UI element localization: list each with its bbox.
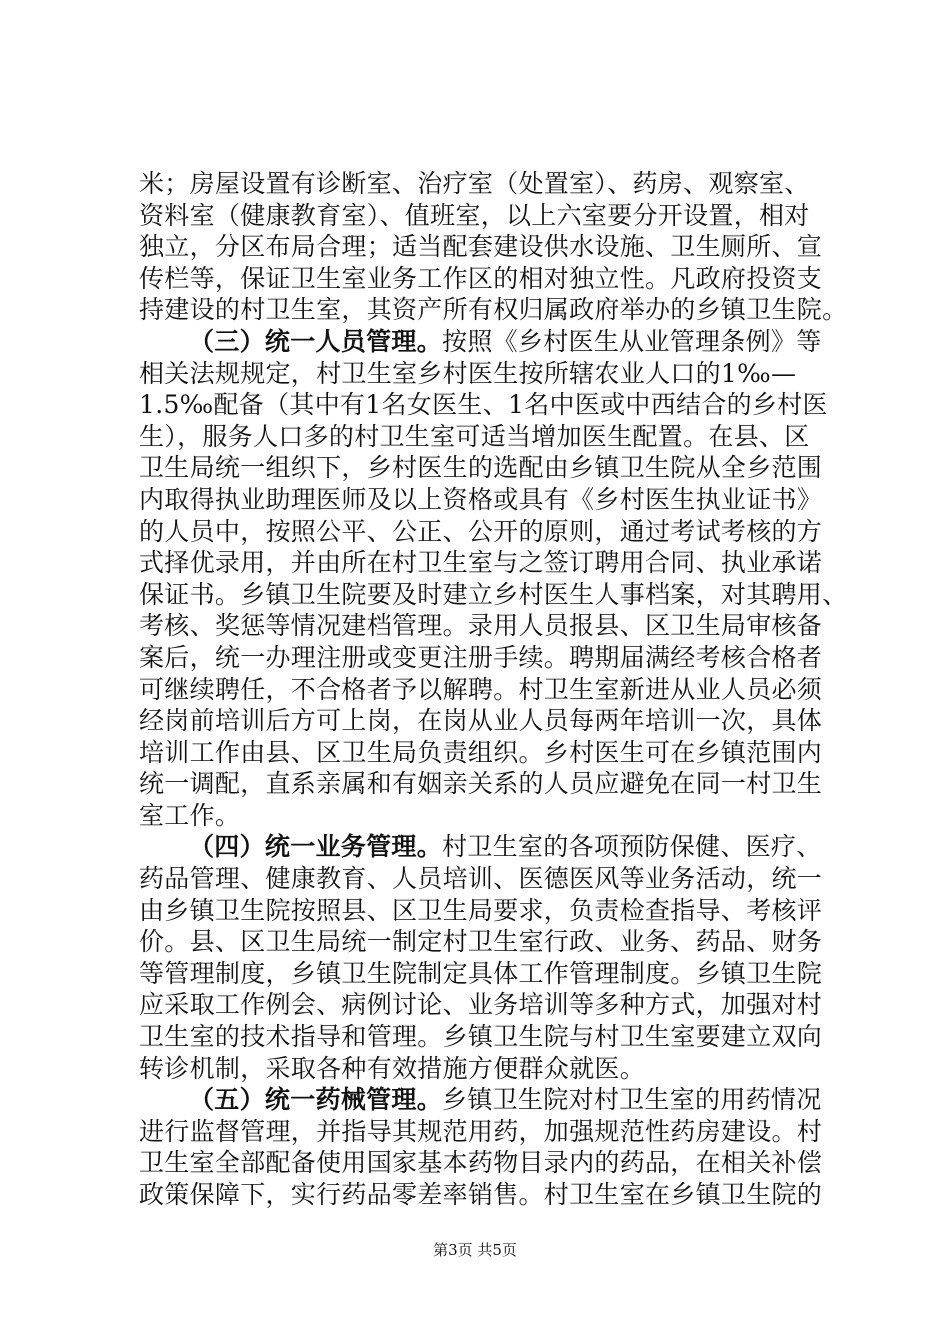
text-line: 案后，统一办理注册或变更注册手续。聘期届满经考核合格者 (139, 642, 823, 672)
text-line: 卫生局统一组织下，乡村医生的选配由乡镇卫生院从全乡范围 (139, 453, 823, 483)
text-line: 进行监督管理，并指导其规范用药，加强规范性药房建设。村 (139, 1116, 823, 1146)
text-line: 统一调配，直系亲属和有姻亲关系的人员应避免在同一村卫生 (139, 769, 823, 799)
text-line: 米；房屋设置有诊断室、治疗室（处置室）、药房、观察室、 (139, 169, 810, 198)
text-line: 1.5‰配备（其中有1名女医生、1名中医或中西结合的乡村医 (139, 390, 828, 420)
text-line: 内取得执业助理医师及以上资格或具有《乡村医生执业证书》 (139, 484, 823, 514)
text-line: 卫生室全部配备使用国家基本药物目录内的药品，在相关补偿 (139, 1148, 823, 1178)
text-line: 应采取工作例会、病例讨论、业务培训等多种方式，加强对村 (139, 990, 823, 1020)
text-line: 资料室（健康教育室）、值班室，以上六室要分开设置，相对 (139, 200, 810, 230)
text-line: 独立，分区布局合理；适当配套建设供水设施、卫生厕所、宣 (139, 232, 823, 262)
page-number-footer: 第3页 共5页 (433, 1241, 517, 1259)
text-line: 培训工作由县、区卫生局负责组织。乡村医生可在乡镇范围内 (139, 737, 823, 767)
text-line: 生），服务人口多的村卫生室可适当增加医生配置。在县、区 (139, 421, 810, 451)
text-line: 室工作。 (139, 800, 241, 830)
section-personnel-management (139, 326, 848, 832)
text-line: 传栏等，保证卫生室业务工作区的相对独立性。凡政府投资支 (139, 263, 823, 293)
text-line: 相关法规规定，村卫生室乡村医生按所辖农业人口的1‰— (139, 358, 797, 388)
text-line: 药品管理、健康教育、人员培训、医德医风等业务活动，统一 (139, 864, 823, 894)
section-first-line-text: 村卫生室的各项预防保健、医疗、 (442, 832, 822, 862)
text-line: 转诊机制，采取各种有效措施方便群众就医。 (139, 1053, 646, 1083)
text-line: 考核、奖惩等情况建档管理。录用人员报县、区卫生局审核备 (139, 611, 823, 641)
text-line: 等管理制度，乡镇卫生院制定具体工作管理制度。乡镇卫生院 (139, 958, 823, 988)
section-business-management (139, 831, 829, 1084)
text-line: 的人员中，按照公平、公正、公开的原则，通过考试考核的方 (139, 516, 823, 546)
section-first-line-text: 按照《乡村医生从业管理条例》等 (442, 326, 822, 356)
text-line: 经岗前培训后方可上岗，在岗从业人员每两年培训一次，具体 (139, 706, 823, 736)
text-line: 保证书。乡镇卫生院要及时建立乡村医生人事档案，对其聘用、 (139, 579, 848, 609)
text-line: 式择优录用，并由所在村卫生室与之签订聘用合同、执业承诺 (139, 548, 823, 578)
text-line: 卫生室的技术指导和管理。乡镇卫生院与村卫生室要建立双向 (139, 1022, 823, 1052)
text-line: 持建设的村卫生室，其资产所有权归属政府举办的乡镇卫生院。 (139, 295, 848, 325)
section-heading: （三）统一人员管理。 (189, 326, 443, 356)
section-heading: （五）统一药械管理。 (189, 1085, 443, 1115)
section-drug-management (139, 1084, 829, 1210)
section-first-line (139, 326, 829, 358)
document-body (139, 168, 848, 1211)
section-first-line-text: 乡镇卫生院对村卫生室的用药情况 (442, 1085, 822, 1115)
paragraph-facilities (139, 168, 848, 326)
text-line: 可继续聘任，不合格者予以解聘。村卫生室新进从业人员必须 (139, 674, 823, 704)
section-first-line (139, 1084, 829, 1116)
text-line: 政策保障下，实行药品零差率销售。村卫生室在乡镇卫生院的 (139, 1180, 823, 1209)
section-first-line (139, 831, 829, 863)
section-heading: （四）统一业务管理。 (189, 832, 443, 862)
text-line: 由乡镇卫生院按照县、区卫生局要求，负责检查指导、考核评 (139, 895, 823, 925)
text-line: 价。县、区卫生局统一制定村卫生室行政、业务、药品、财务 (139, 927, 823, 957)
